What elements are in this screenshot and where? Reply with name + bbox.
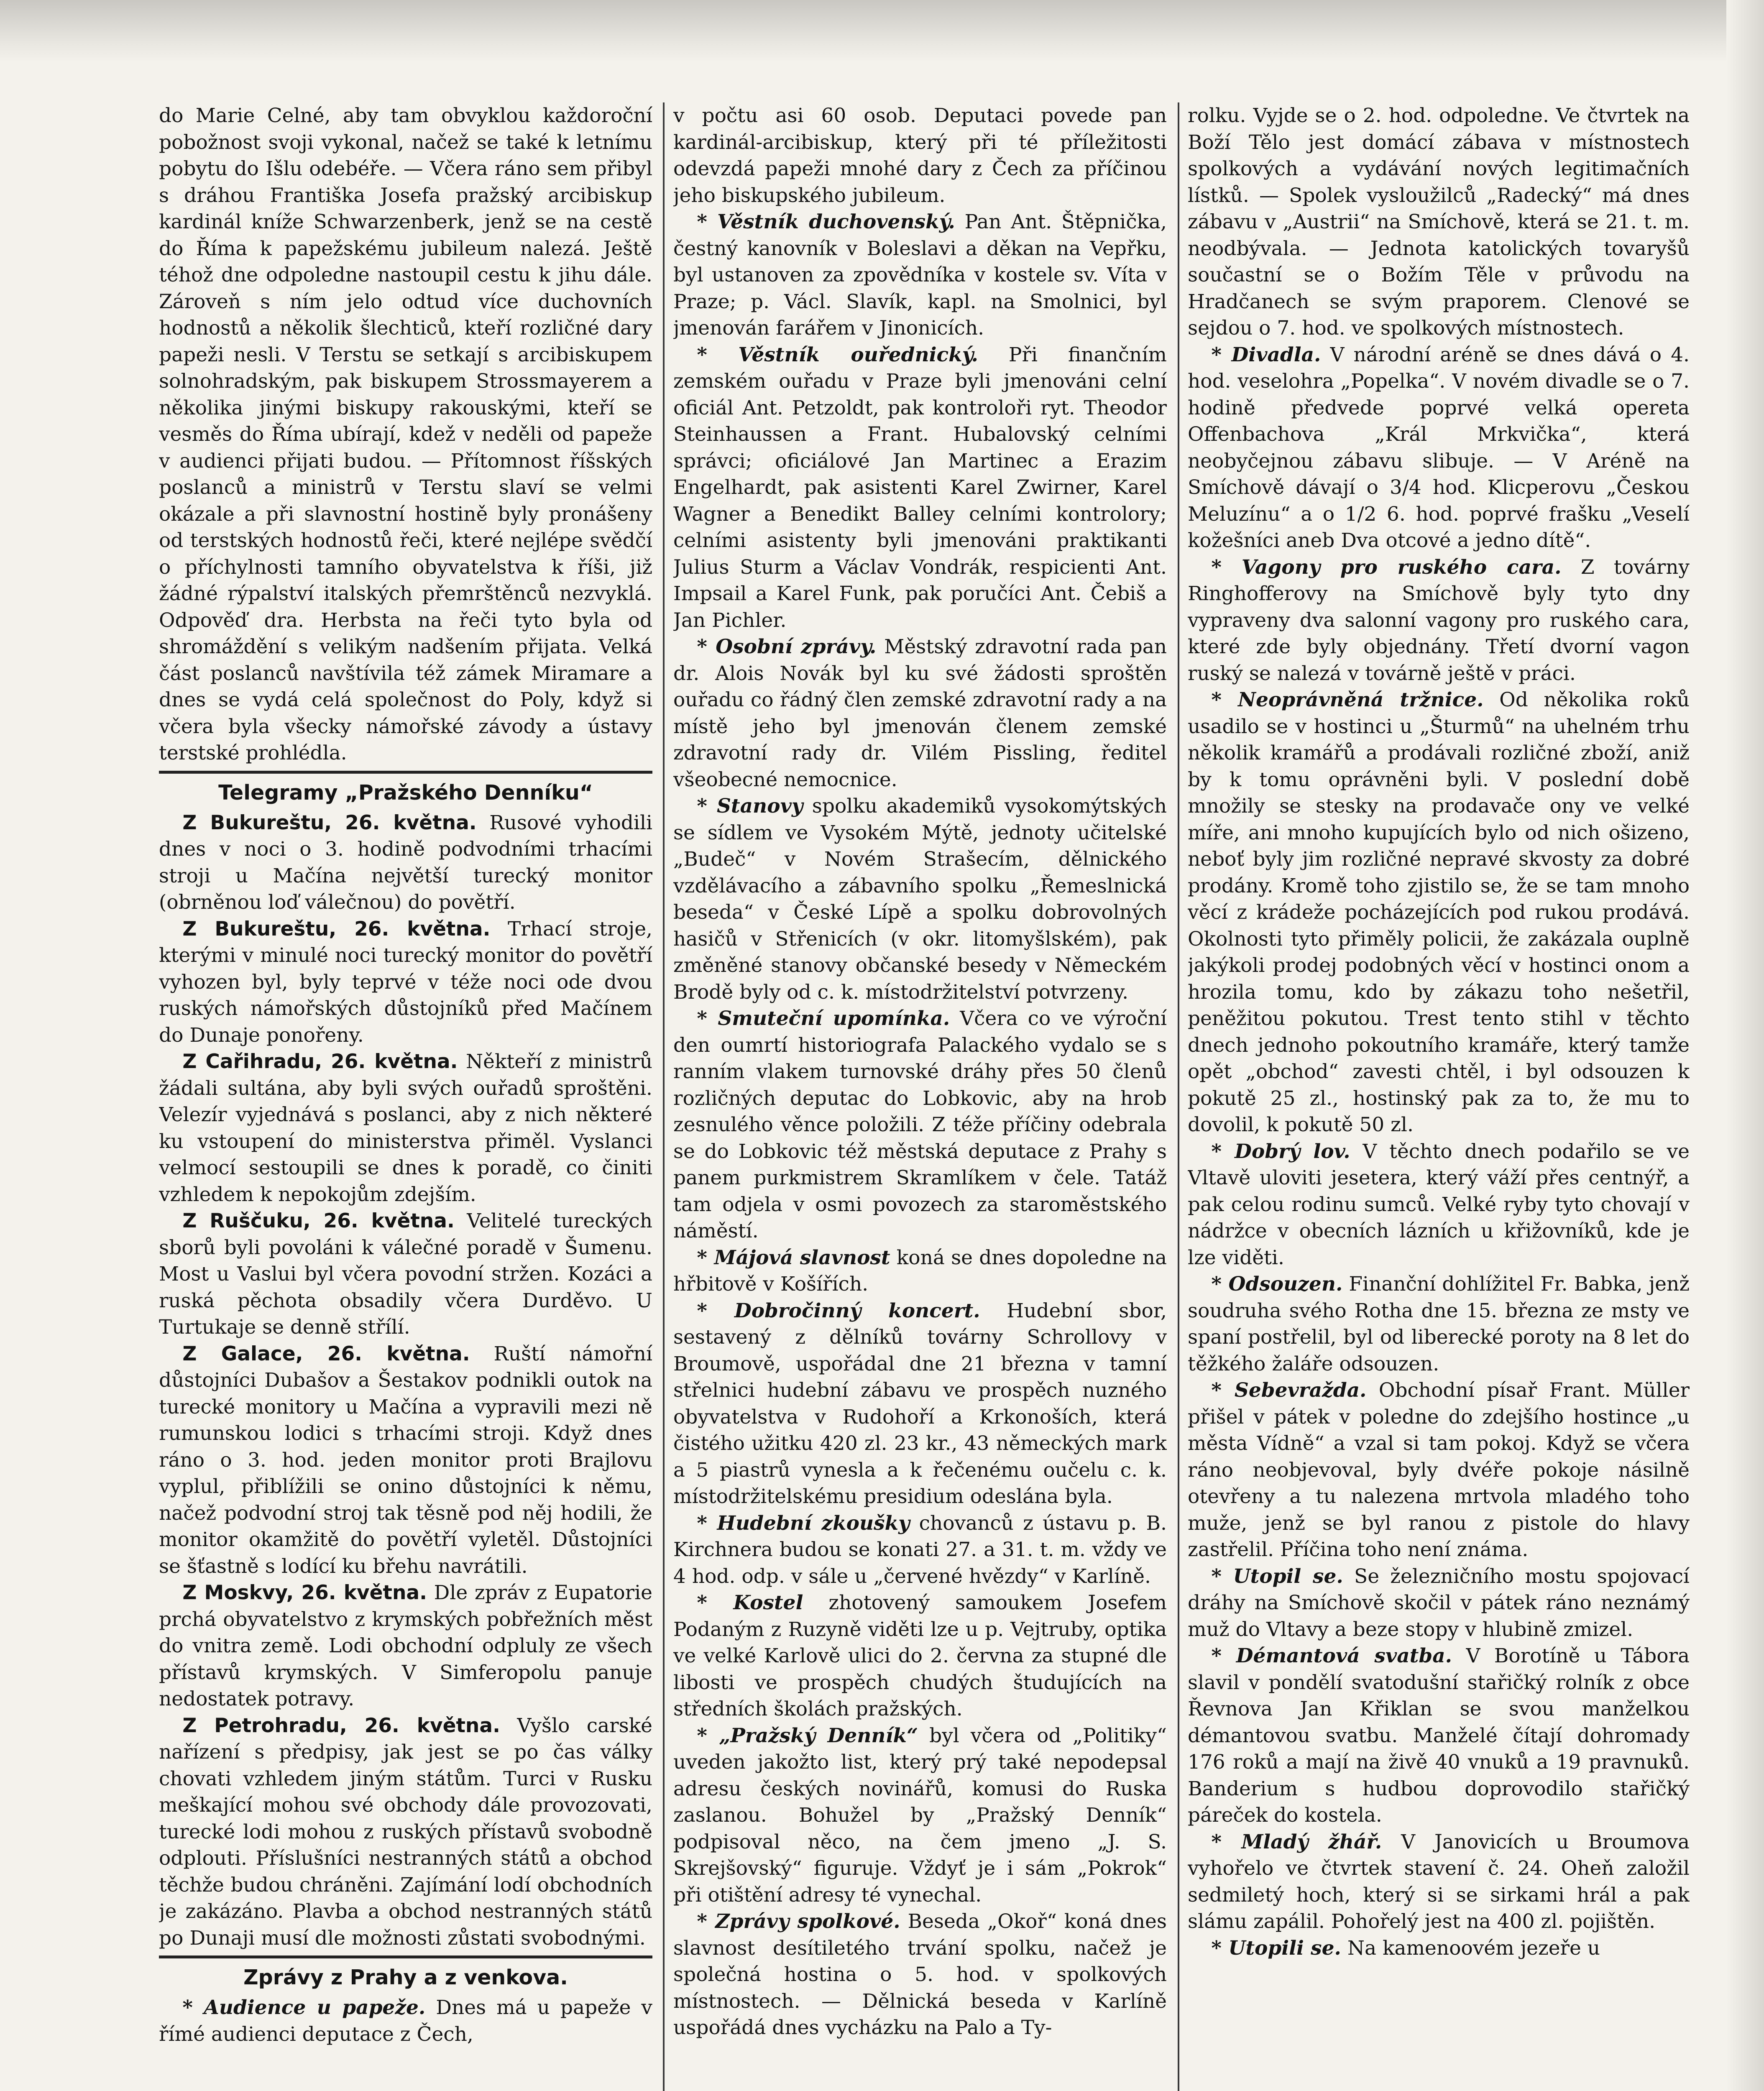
news-item	[673, 209, 1167, 342]
body-text: spolku akademiků vysokomýtských se sídlem ve Vysokém Mýtě, jednoty učitelské „Budeč“ v Novém Strašecím, dělnického vzdělávacího a zábavního spolku „Řemeslnická beseda“ v České Lípě a spolku dobrovolných hasičů v Střenicích (v okr. litomyšlském), pak změněné stanovy občanské besedy v Německém Brodě byly od c. k. místodržitelství potvrzeny.	[673, 795, 1167, 1004]
body-text: Velitelé tureckých sborů byli povoláni k válečné poradě v Šumenu. Most u Vaslui byl včera povodní stržen. Kozáci a ruská pěchota obsadily včera Durděvo. U Turtukaje se denně střílí.	[159, 1209, 652, 1339]
news-item-title: * Stanovy	[697, 795, 803, 818]
column-3	[1188, 102, 1690, 2091]
scan-shadow-right	[1726, 0, 1764, 2091]
body-text: V těchto dnech podařilo se ve Vltavě uloviti jesetera, který váží přes centnýř, a pak celou rodinu sumců. Velké ryby tyto chovají v nádržce v obecních lázních u křižovníků, kde je lze viděti.	[1188, 1140, 1690, 1269]
body-text: byl včera od „Politiky“ uveden jakožto list, který prý také nepodepsal adresu českých novinářů, komusi do Ruska zaslanou. Bohužel by „Pražský Denník“ podpisoval něco, na čem jmeno „J. S. Skrejšovský“ figuruje. Vždyť je i sám „Pokrok“ při otištění adresy té vynechal.	[673, 1724, 1167, 1907]
telegram-dispatch	[159, 810, 652, 916]
news-item	[673, 1908, 1167, 2041]
telegram-dispatch	[159, 916, 652, 1049]
news-item-title: * Dobrý lov.	[1211, 1140, 1350, 1163]
news-item	[1188, 342, 1690, 554]
body-text: V národní aréně se dnes dává o 4. hod. veselohra „Popelka“. V novém divadle se o 7. hodině předvede poprvé velká opereta Offenbachova „Král Mrkvička“, která neobyčejnou zábavu slibuje. — V Aréně na Smíchově dávají o 3/4 hod. Klicperovu „Českou Meluzínu“ a o 1/2 6. hod. poprvé frašku „Veselí kožešníci aneb Dva otcové a jedno dítě“.	[1188, 343, 1690, 552]
news-item-title: * Dobročinný koncert.	[697, 1299, 980, 1322]
section-heading: Telegramy „Pražského Denníku“	[159, 771, 652, 806]
news-item	[673, 634, 1167, 793]
body-text: V Janovicích u Broumova vyhořelo ve čtvrtek stavení č. 24. Oheň založil sedmiletý hoch, který si se sirkami hrál a pak slámu zapálil. Pohořelý jest na 400 zl. pojištěn.	[1188, 1830, 1690, 1933]
news-item	[1188, 1563, 1690, 1643]
news-item-title: * Věstník ouřednický.	[697, 343, 978, 366]
dispatch-dateline: Z Bukureštu, 26. května.	[182, 811, 477, 834]
body-text: Dle zpráv z Eupatorie prchá obyvatelstvo z krymských pobřežních měst do vnitra země. Lodi obchodní odpluly ze všech přístavů krymských. V Simferopolu panuje nedostatek potravy.	[159, 1581, 652, 1710]
news-item-title: * Smuteční upomínka.	[697, 1007, 950, 1030]
body-text: zhotovený samoukem Josefem Podaným z Ruzyně viděti lze u p. Vejtruby, optika ve velké Karlově ulici do 2. června za stupné dle libosti ve prospěch chudých študujících na středních školách pražských.	[673, 1591, 1167, 1720]
body-text: V Borotíně u Tábora slavil v pondělí svatodušní stařičký rolník z obce Řevnova Jan Křiklan se svou manželkou démantovou svatbu. Manželé čítají dohromady 176 roků a mají na živě 40 vnuků a 19 pravnuků. Banderium s hudbou doprovodilo stařičký páreček do kostela.	[1188, 1644, 1690, 1827]
dispatch-dateline: Z Galace, 26. května.	[182, 1342, 470, 1365]
news-item	[1188, 1935, 1690, 1962]
news-item-title: * Utopil se.	[1211, 1565, 1343, 1588]
body-text: chovanců z ústavu p. B. Kirchnera budou se konati 27. a 31. t. m. vždy ve 4 hod. odp. v sále u „červené hvězdy“ v Karlíně.	[673, 1511, 1167, 1588]
news-item-title: * Neoprávněná tržnice.	[1211, 688, 1483, 711]
news-item	[1188, 1829, 1690, 1935]
body-text: Pan Ant. Štěpnička, čestný kanovník v Boleslavi a děkan na Vepřku, byl ustanoven za zpovědníka v kostele sv. Víta v Praze; p. Václ. Slavík, kapl. na Smolnici, byl jmenován farářem v Jinonicích.	[673, 210, 1167, 340]
body-text: Vyšlo carské nařízení s předpisy, jak jest se po čas války chovati vzhledem jiným státům. Turci v Rusku meškající mohou své obchody dále provozovati, turecké lodi mohou z ruských přístavů svobodně odplouti. Příslušníci nestranných států a obchod těchže budou chráněni. Zajímání lodí obchodních je zakázáno. Plavba a obchod nestranných států po Dunaji musí dle možnosti zůstati svobodnými.	[159, 1714, 652, 1950]
body-text: Trhací stroje, kterými v minulé noci turecký monitor do povětří vyhozen byl, byly teprvé v téže noci ode dvou ruských námořských důstojníků před Mačínem do Dunaje ponořeny.	[159, 917, 652, 1047]
news-item-title: * Vagony pro ruského cara.	[1211, 556, 1561, 579]
news-item-title: * Odsouzen.	[1211, 1273, 1342, 1296]
news-item-title: * Zprávy spolkové.	[697, 1910, 900, 1933]
body-text: Obchodní písař Frant. Müller přišel v pátek v poledne do zdejšího hostince „u města Vídně“ a vzal si tam pokoj. Když se včera ráno neobjevoval, byly dvéře pokoje násilně otevřeny a tu nalezena mrtvola mladého toho muže, jenž se byl ranou z pistole do hlavy zastřelil. Příčina toho není známa.	[1188, 1379, 1690, 1561]
telegram-dispatch	[159, 1713, 652, 1952]
news-item-title: * Utopili se.	[1211, 1937, 1341, 1960]
body-text: Beseda „Okoř“ koná dnes slavnost desítiletého trvání spolku, načež je společná hostina o 5. hod. v spolkových místnostech. — Dělnická beseda v Karlíně uspořádá dnes vycházku na Palo a Ty-	[673, 1910, 1167, 2039]
body-text: Na kamenoovém jezeře u	[1347, 1936, 1600, 1960]
news-item	[1188, 554, 1690, 687]
body-text: Při finančním zemském ouřadu v Praze byli jmenováni celní oficiál Ant. Petzoldt, pak kontroloři ryt. Theodor Steinhaussen a Frant. Hubalovský celními správci; oficiálové Jan Martinec a Erazim Engelhardt, pak asistenti Karel Zwirner, Karel Wagner a Benedikt Balley celními kontrolory; celními asistenty byli jmenováni praktikanti Julius Sturm a Václav Vondrák, respicienti Ant. Impsail a Karel Funk, pak poručíci Ant. Čebiš a Jan Pichler.	[673, 343, 1167, 632]
news-item	[1188, 687, 1690, 1138]
body-text: koná se dnes dopoledne na hřbitově v Košířích.	[673, 1246, 1167, 1296]
column-1	[159, 102, 652, 2091]
news-item-title: * Mladý žhář.	[1211, 1830, 1382, 1853]
column-2	[673, 102, 1167, 2091]
news-item-title: * Hudební zkoušky	[697, 1512, 910, 1535]
news-item-title: * Sebevražda.	[1211, 1379, 1366, 1402]
body-text: Městský zdravotní rada pan dr. Alois Novák byl ku své žádosti sproštěn ouřadu co řádný člen zemské zdravotní rady a na místě jeho byl jmenován členem zemské zdravotní rady dr. Vilém Pissling, ředitel všeobecné nemocnice.	[673, 635, 1167, 791]
body-text: rolku. Vyjde se o 2. hod. odpoledne. Ve čtvrtek na Boží Tělo jest domácí zábava v místnostech spolkových a vydávání nových legitimačních lístků. — Spolek vysloužilců „Radecký“ má dnes zábavu v „Austrii“ na Smíchově, která se 21. t. m. neodbývala. — Jednota katolických tovaryšů součastní se o Božím Těle v průvodu na Hradčanech se svým praporem. Clenové se sejdou o 7. hod. ve spolkových místnostech.	[1188, 104, 1690, 340]
news-item	[673, 793, 1167, 1005]
body-text: Finanční dohlížitel Fr. Babka, jenž soudruha svého Rotha dne 15. března ze msty ve spaní postřelil, byl od liberecké poroty na 8 let do těžkého žaláře odsouzen.	[1188, 1273, 1690, 1375]
news-item-title: * Májová slavnost	[697, 1246, 890, 1269]
dispatch-dateline: Z Petrohradu, 26. května.	[182, 1714, 500, 1737]
news-item	[673, 1723, 1167, 1909]
news-item	[159, 1994, 652, 2048]
body-text: Ruští námořní důstojníci Dubašov a Šestakov podnikli outok na turecké monitory u Mačína a vypravili mezi ně rumunskou lodici s trhacími stroji. Když dnes ráno o 3. hod. jeden monitor proti Brajlovu vyplul, přiblížili se onino důstojníci k němu, načež podvodní stroj tak těsně pod něj hodili, že monitor okamžitě do povětří vyletěl. Důstojníci se šťastně s lodící ku břehu navrátili.	[159, 1342, 652, 1578]
news-item	[1188, 1643, 1690, 1829]
news-item	[1188, 1138, 1690, 1271]
body-text: Včera co ve výroční den oumrtí historiografa Palackého vydalo se s ranním vlakem turnovské dráhy přes 50 členů rozličných deputac do Lobkovic, aby na hrob zesnulého věnce položili. Z téže příčiny odebrala se do Lobkovic též městská deputace z Prahy s panem purkmistrem Skramlíkem v čele. Tatáž tam odjela v osmi povozech za staroměstského náměstí.	[673, 1007, 1167, 1242]
body-text: do Marie Celné, aby tam obvyklou každoroční pobožnost svoji vykonal, načež se také k letnímu pobytu do Išlu odebéře. — Včera ráno sem přibyl s dráhou Františka Josefa pražský arcibiskup kardinál kníže Schwarzenberk, jenž se na cestě do Říma k papežskému jubileum nalezá. Ještě téhož dne odpoledne nastoupil cestu k jihu dále. Zároveň s ním jelo odtud více duchovních hodnostů a několik šlechticů, kteří rozličné dary papeži nesli. V Terstu se setkají s arcibiskupem solnohradským, pak biskupem Strossmayerem a několika jinými biskupy rakouskými, kteří se vesměs do Říma ubírají, kdež v neděli od papeže v audienci přijati budou. — Přítomnost říšských poslanců a ministrů v Terstu slaví se velmi okázale a při slavnostní hostině byly pronášeny od terstských hodnostů řeči, které nejlépe svědčí o příchylnosti tamního obyvatelstva k říši, již žádné rýpalství italských přemrštěnců nezvyklá. Odpověď dra. Herbsta na řeči tyto byla od shromáždění s velikým nadšením přijata. Velká část poslanců navštívila též zámek Miramare a dnes se vydá celá společnost do Poly, když si včera byla všecky námořské závody a ústavy terstské prohlédla.	[159, 104, 652, 764]
news-item-title: * „Pražský Denník“	[697, 1724, 918, 1747]
telegram-dispatch	[159, 1580, 652, 1713]
news-item	[673, 1005, 1167, 1245]
telegram-dispatch	[159, 1208, 652, 1341]
body-text: Dnes má u papeže v římé audienci deputace z Čech,	[159, 1996, 652, 2046]
news-item-title: * Kostel	[697, 1591, 803, 1614]
news-item	[673, 1245, 1167, 1298]
body-text: Se železničního mostu spojovací dráhy na Smíchově skočil v pátek ráno neznámý muž do Vltavy a beze stopy v hlubině zmizel.	[1188, 1564, 1690, 1641]
article-paragraph	[1188, 102, 1690, 342]
body-text: Rusové vyhodili dnes v noci o 3. hodině podvodními trhacími stroji u Mačína největší turecký monitor (obrněnou loď válečnou) do povětří.	[159, 811, 652, 914]
column-rule	[663, 102, 665, 2091]
news-item-title: * Osobní zprávy.	[697, 635, 876, 658]
telegram-dispatch	[159, 1048, 652, 1208]
news-item-title: * Věstník duchovenský.	[697, 210, 955, 233]
dispatch-dateline: Z Moskvy, 26. května.	[182, 1581, 427, 1604]
column-rule	[1178, 102, 1179, 2091]
body-text: Od několika roků usadilo se v hostinci u „Šturmů“ na uhelném trhu několik kramářů a prodávali rozličné zboží, aniž by k tomu oprávněni byli. V poslední době množily se stesky na prodavače ony ve velké míře, ani mnoho kupujících bylo od nich ošizeno, neboť byly jim rozličné nepravé skvosty za dobré prodány. Kromě toho zjistilo se, že se tam mnoho věcí z krádeže pocházejících pod rukou prodává. Okolnosti tyto přiměly policii, že zakázala ouplně jakýkoli prodej podobných věcí v hostinci onom a hrozila tomu, kdo by zákazu toho nešetřil, peněžitou pokutou. Trest tento stihl v těchto dnech jednoho pokoutního kramáře, který tamže opět „obchod“ zavesti chtěl, i byl odsouzen k pokutě 25 zl., hostinský pak za to, že mu to dovolil, k pokutě 50 zl.	[1188, 688, 1690, 1136]
scan-shadow-top	[0, 0, 1764, 63]
news-item-title: * Divadla.	[1211, 343, 1321, 366]
news-item	[673, 342, 1167, 634]
news-item	[1188, 1271, 1690, 1377]
dispatch-dateline: Z Cařihradu, 26. května.	[182, 1050, 458, 1073]
news-item-title: * Audience u papeže.	[182, 1996, 425, 2019]
news-item	[673, 1510, 1167, 1590]
body-text: v počtu asi 60 osob. Deputaci povede pan kardinál-arcibiskup, který při té příležitosti odevzdá papeži mnohé dary z Čech za příčinou jeho biskupského jubileum.	[673, 104, 1167, 207]
news-item	[1188, 1377, 1690, 1563]
telegram-dispatch	[159, 1341, 652, 1580]
news-item	[673, 1298, 1167, 1510]
news-item-title: * Démantová svatba.	[1211, 1644, 1452, 1667]
dispatch-dateline: Z Bukureštu, 26. května.	[182, 917, 491, 941]
news-item	[673, 1590, 1167, 1723]
article-paragraph	[159, 102, 652, 767]
section-heading: Zprávy z Prahy a z venkova.	[159, 1956, 652, 1991]
body-text: Z továrny Ringhofferovy na Smíchově byly tyto dny vypraveny dva salonní vagony pro ruského cara, které zde byly objednány. Třetí dvorní vagon ruský se nalezá v továrně ještě v práci.	[1188, 555, 1690, 685]
newspaper-columns	[159, 102, 1715, 2091]
body-text: Hudební sbor, sestavený z dělníků továrny Schrollovy v Broumově, uspořádal dne 21 března v tamní střelnici hudební zábavu ve prospěch nuzného obyvatelstva v Rudohoří a Krkonoších, která čistého užitku 420 zl. 23 kr., 43 německých mark a 5 piastrů vynesla a k řečenému oučelu c. k. místodržitelskému presidium odeslána byla.	[673, 1299, 1167, 1508]
dispatch-dateline: Z Ruščuku, 26. května.	[182, 1209, 455, 1232]
article-paragraph	[673, 102, 1167, 209]
body-text: Někteří z ministrů žádali sultána, aby byli svých ouřadů sproštěni. Velezír vyjednává s poslanci, aby z nich některé ku vstoupení do ministerstva přiměl. Vyslanci velmocí sestoupili se dnes k poradě, co činiti vzhledem k nepokojům zdejším.	[159, 1050, 652, 1206]
